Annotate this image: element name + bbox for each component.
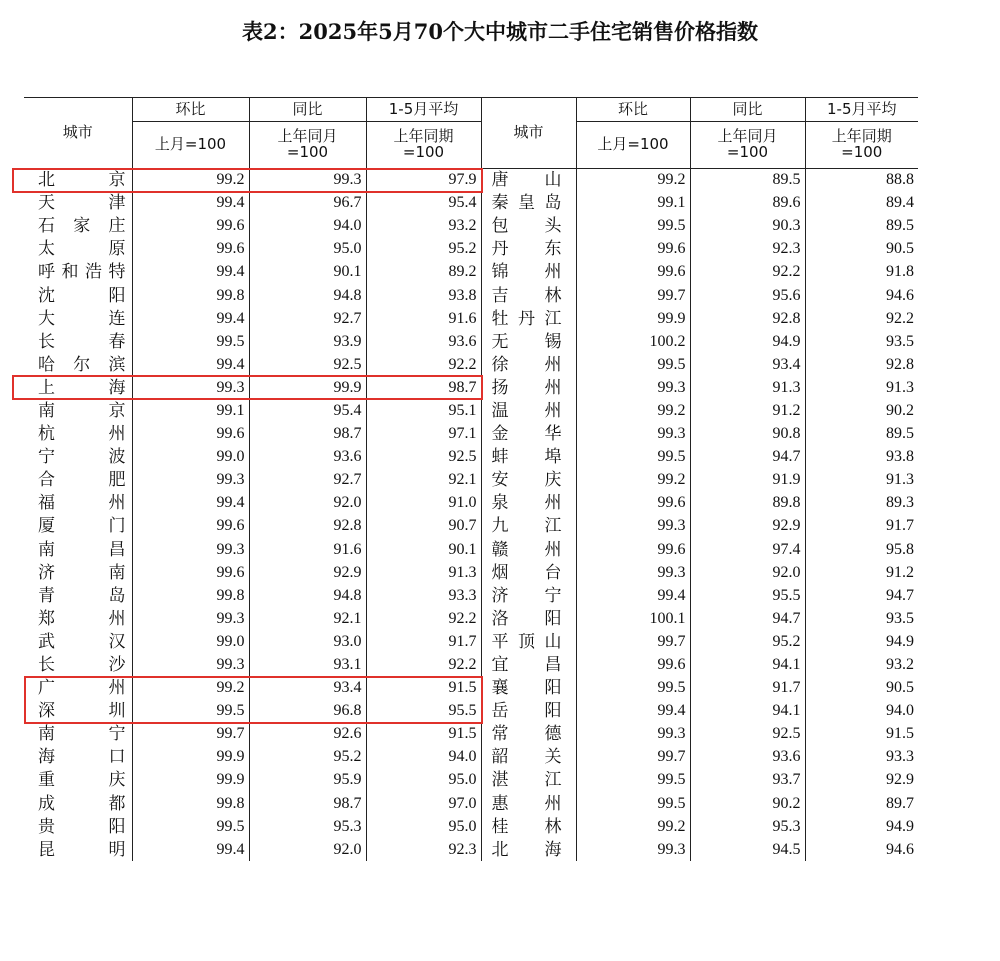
avg-value-right: 93.3 xyxy=(805,746,918,769)
avg-value-right: 91.8 xyxy=(805,261,918,284)
city-name-left: 呼 和 浩 特 xyxy=(38,262,126,283)
city-name-right: 牡 丹 江 xyxy=(481,307,576,330)
avg-value-left: 97.0 xyxy=(366,792,481,815)
city-name-left: 北 京 xyxy=(38,170,126,191)
yoy-value-left: 99.9 xyxy=(249,376,366,399)
mom-value-left: 99.1 xyxy=(132,399,249,422)
avg-value-right: 91.3 xyxy=(805,469,918,492)
mom-value-right: 99.4 xyxy=(576,700,690,723)
city-name-right: 北 海 xyxy=(481,838,576,861)
table-row xyxy=(24,330,918,353)
city-name-right: 九 江 xyxy=(481,515,576,538)
mom-value-left: 99.6 xyxy=(132,561,249,584)
avg-value-left: 91.5 xyxy=(366,677,481,700)
mom-value-left: 99.5 xyxy=(132,700,249,723)
city-name-left: 济 南 xyxy=(38,562,126,583)
yoy-value-left: 92.0 xyxy=(249,492,366,515)
avg-value-right: 89.5 xyxy=(805,215,918,238)
mom-value-right: 99.6 xyxy=(576,238,690,261)
yoy-value-right: 92.0 xyxy=(690,561,805,584)
yoy-value-left: 91.6 xyxy=(249,538,366,561)
header-yoy-base-left xyxy=(249,122,366,169)
city-name-left: 石 家 庄 xyxy=(38,216,126,237)
mom-value-left: 99.6 xyxy=(132,423,249,446)
city-name-right: 济 宁 xyxy=(481,584,576,607)
yoy-value-right: 92.2 xyxy=(690,261,805,284)
mom-value-left: 99.4 xyxy=(132,838,249,861)
city-name-left: 贵 阳 xyxy=(38,816,126,837)
mom-value-right: 99.5 xyxy=(576,792,690,815)
table-row xyxy=(24,492,918,515)
yoy-value-left: 95.2 xyxy=(249,746,366,769)
avg-value-right: 94.9 xyxy=(805,815,918,838)
yoy-value-left: 92.7 xyxy=(249,469,366,492)
mom-value-right: 99.5 xyxy=(576,769,690,792)
header-avg-left: 1-5月平均 xyxy=(366,98,481,122)
header-mom-right: 环比 xyxy=(576,98,690,122)
avg-value-right: 92.9 xyxy=(805,769,918,792)
mom-value-left: 99.3 xyxy=(132,653,249,676)
city-name-right: 韶 关 xyxy=(481,746,576,769)
table-row xyxy=(24,423,918,446)
avg-value-left: 92.2 xyxy=(366,653,481,676)
avg-value-left: 97.9 xyxy=(366,169,481,192)
table-row xyxy=(24,215,918,238)
city-name-left: 宁 波 xyxy=(38,447,126,468)
mom-value-right: 99.3 xyxy=(576,723,690,746)
mom-value-right: 99.5 xyxy=(576,677,690,700)
yoy-value-left: 96.8 xyxy=(249,700,366,723)
mom-value-right: 99.2 xyxy=(576,169,690,192)
avg-value-right: 91.2 xyxy=(805,561,918,584)
city-name-left: 太 原 xyxy=(38,239,126,260)
table-row xyxy=(24,792,918,815)
yoy-value-left: 92.0 xyxy=(249,838,366,861)
yoy-value-left: 98.7 xyxy=(249,423,366,446)
table-row xyxy=(24,677,918,700)
city-name-left: 上 海 xyxy=(38,377,126,398)
avg-value-left: 90.1 xyxy=(366,538,481,561)
city-name-left: 福 州 xyxy=(38,493,126,514)
avg-value-left: 95.0 xyxy=(366,815,481,838)
yoy-value-right: 90.8 xyxy=(690,423,805,446)
mom-value-left: 99.4 xyxy=(132,307,249,330)
mom-value-right: 100.1 xyxy=(576,607,690,630)
yoy-value-right: 93.4 xyxy=(690,353,805,376)
avg-value-right: 89.5 xyxy=(805,423,918,446)
avg-value-left: 95.5 xyxy=(366,700,481,723)
mom-value-right: 99.6 xyxy=(576,492,690,515)
mom-value-left: 99.6 xyxy=(132,215,249,238)
city-name-right: 烟 台 xyxy=(481,561,576,584)
table-row xyxy=(24,515,918,538)
yoy-value-left: 94.0 xyxy=(249,215,366,238)
header-yoy-base-right xyxy=(690,122,805,169)
yoy-value-right: 92.5 xyxy=(690,723,805,746)
yoy-value-left: 92.5 xyxy=(249,353,366,376)
yoy-value-left: 99.3 xyxy=(249,169,366,192)
mom-value-right: 99.5 xyxy=(576,446,690,469)
mom-value-right: 99.3 xyxy=(576,838,690,861)
city-name-right: 秦 皇 岛 xyxy=(481,192,576,215)
mom-value-right: 99.7 xyxy=(576,746,690,769)
yoy-value-left: 95.3 xyxy=(249,815,366,838)
city-name-left: 深 圳 xyxy=(38,701,126,722)
avg-value-right: 90.5 xyxy=(805,238,918,261)
table-row xyxy=(24,653,918,676)
city-name-left: 广 州 xyxy=(38,678,126,699)
table-row xyxy=(24,307,918,330)
yoy-value-right: 95.5 xyxy=(690,584,805,607)
city-name-left: 南 昌 xyxy=(38,539,126,560)
avg-value-left: 91.0 xyxy=(366,492,481,515)
city-name-right: 金 华 xyxy=(481,423,576,446)
avg-value-right: 90.5 xyxy=(805,677,918,700)
table-row xyxy=(24,584,918,607)
table-row xyxy=(24,815,918,838)
table-row xyxy=(24,700,918,723)
header-avg-right: 1-5月平均 xyxy=(805,98,918,122)
mom-value-right: 99.3 xyxy=(576,515,690,538)
yoy-value-left: 96.7 xyxy=(249,192,366,215)
yoy-value-left: 90.1 xyxy=(249,261,366,284)
yoy-value-left: 92.9 xyxy=(249,561,366,584)
mom-value-left: 99.9 xyxy=(132,746,249,769)
city-name-left: 昆 明 xyxy=(38,839,126,860)
avg-value-left: 95.1 xyxy=(366,399,481,422)
city-name-right: 无 锡 xyxy=(481,330,576,353)
mom-value-left: 99.0 xyxy=(132,446,249,469)
yoy-value-right: 92.3 xyxy=(690,238,805,261)
avg-value-right: 89.3 xyxy=(805,492,918,515)
city-name-right: 襄 阳 xyxy=(481,677,576,700)
yoy-value-left: 93.0 xyxy=(249,630,366,653)
yoy-value-right: 93.7 xyxy=(690,769,805,792)
city-name-right: 扬 州 xyxy=(481,376,576,399)
yoy-value-right: 89.6 xyxy=(690,192,805,215)
avg-value-right: 93.5 xyxy=(805,330,918,353)
table-row xyxy=(24,630,918,653)
header-yoy-right: 同比 xyxy=(690,98,805,122)
header-line: =100 xyxy=(286,143,329,161)
city-name-right: 泉 州 xyxy=(481,492,576,515)
city-name-right: 吉 林 xyxy=(481,284,576,307)
price-index-table xyxy=(24,97,918,861)
avg-value-right: 94.6 xyxy=(805,838,918,861)
city-name-right: 惠 州 xyxy=(481,792,576,815)
table-body xyxy=(24,169,918,862)
mom-value-left: 99.5 xyxy=(132,815,249,838)
city-name-left: 重 庆 xyxy=(38,770,126,791)
mom-value-left: 99.3 xyxy=(132,376,249,399)
city-name-right: 洛 阳 xyxy=(481,607,576,630)
city-name-right: 徐 州 xyxy=(481,353,576,376)
header-line: =100 xyxy=(726,143,769,161)
table-row xyxy=(24,561,918,584)
avg-value-left: 93.8 xyxy=(366,284,481,307)
table-row xyxy=(24,469,918,492)
avg-value-left: 93.3 xyxy=(366,584,481,607)
mom-value-right: 99.2 xyxy=(576,399,690,422)
header-yoy-left: 同比 xyxy=(249,98,366,122)
mom-value-left: 99.2 xyxy=(132,677,249,700)
city-name-right: 丹 东 xyxy=(481,238,576,261)
mom-value-right: 99.4 xyxy=(576,584,690,607)
header-avg-base-left xyxy=(366,122,481,169)
yoy-value-left: 93.6 xyxy=(249,446,366,469)
city-name-left: 郑 州 xyxy=(38,608,126,629)
city-name-left: 大 连 xyxy=(38,308,126,329)
yoy-value-right: 89.5 xyxy=(690,169,805,192)
table-row xyxy=(24,769,918,792)
avg-value-right: 90.2 xyxy=(805,399,918,422)
mom-value-left: 99.4 xyxy=(132,261,249,284)
avg-value-left: 92.2 xyxy=(366,607,481,630)
yoy-value-left: 92.7 xyxy=(249,307,366,330)
table-row xyxy=(24,746,918,769)
mom-value-right: 99.7 xyxy=(576,284,690,307)
avg-value-left: 91.7 xyxy=(366,630,481,653)
avg-value-left: 91.6 xyxy=(366,307,481,330)
header-city-left: 城市 xyxy=(24,98,132,169)
header-mom-base-right: 上月=100 xyxy=(576,122,690,169)
avg-value-left: 91.5 xyxy=(366,723,481,746)
yoy-value-right: 91.7 xyxy=(690,677,805,700)
mom-value-right: 99.2 xyxy=(576,815,690,838)
mom-value-left: 99.6 xyxy=(132,515,249,538)
avg-value-right: 93.8 xyxy=(805,446,918,469)
city-name-right: 安 庆 xyxy=(481,469,576,492)
yoy-value-right: 91.2 xyxy=(690,399,805,422)
avg-value-right: 94.9 xyxy=(805,630,918,653)
avg-value-right: 93.5 xyxy=(805,607,918,630)
avg-value-right: 94.7 xyxy=(805,584,918,607)
mom-value-right: 100.2 xyxy=(576,330,690,353)
yoy-value-left: 93.9 xyxy=(249,330,366,353)
mom-value-right: 99.7 xyxy=(576,630,690,653)
table-row xyxy=(24,399,918,422)
city-name-left: 青 岛 xyxy=(38,585,126,606)
city-name-left: 哈 尔 滨 xyxy=(38,354,126,375)
yoy-value-right: 94.7 xyxy=(690,446,805,469)
mom-value-right: 99.9 xyxy=(576,307,690,330)
avg-value-right: 92.8 xyxy=(805,353,918,376)
table-row xyxy=(24,538,918,561)
avg-value-left: 95.2 xyxy=(366,238,481,261)
mom-value-left: 99.8 xyxy=(132,792,249,815)
table-row xyxy=(24,284,918,307)
mom-value-right: 99.6 xyxy=(576,653,690,676)
city-name-left: 合 肥 xyxy=(38,470,126,491)
header-line: 上年同期 xyxy=(831,127,892,146)
avg-value-right: 95.8 xyxy=(805,538,918,561)
header-mom-base-left: 上月=100 xyxy=(132,122,249,169)
city-name-left: 天 津 xyxy=(38,193,126,214)
mom-value-right: 99.3 xyxy=(576,423,690,446)
mom-value-left: 99.8 xyxy=(132,284,249,307)
avg-value-right: 89.4 xyxy=(805,192,918,215)
header-line: =100 xyxy=(402,143,445,161)
city-name-right: 岳 阳 xyxy=(481,700,576,723)
mom-value-left: 99.2 xyxy=(132,169,249,192)
table-row xyxy=(24,376,918,399)
city-name-left: 成 都 xyxy=(38,793,126,814)
avg-value-right: 92.2 xyxy=(805,307,918,330)
yoy-value-left: 93.4 xyxy=(249,677,366,700)
header-line: 上年同月 xyxy=(277,127,338,146)
yoy-value-right: 89.8 xyxy=(690,492,805,515)
header-mom-left: 环比 xyxy=(132,98,249,122)
avg-value-left: 90.7 xyxy=(366,515,481,538)
city-name-right: 包 头 xyxy=(481,215,576,238)
yoy-value-right: 95.2 xyxy=(690,630,805,653)
city-name-right: 湛 江 xyxy=(481,769,576,792)
mom-value-left: 99.0 xyxy=(132,630,249,653)
avg-value-left: 93.2 xyxy=(366,215,481,238)
avg-value-right: 91.7 xyxy=(805,515,918,538)
header-line: 上年同月 xyxy=(717,127,778,146)
yoy-value-right: 97.4 xyxy=(690,538,805,561)
avg-value-right: 91.5 xyxy=(805,723,918,746)
yoy-value-right: 94.7 xyxy=(690,607,805,630)
city-name-right: 蚌 埠 xyxy=(481,446,576,469)
avg-value-right: 89.7 xyxy=(805,792,918,815)
mom-value-right: 99.1 xyxy=(576,192,690,215)
yoy-value-left: 95.9 xyxy=(249,769,366,792)
avg-value-right: 93.2 xyxy=(805,653,918,676)
table-row xyxy=(24,838,918,861)
yoy-value-left: 98.7 xyxy=(249,792,366,815)
avg-value-left: 97.1 xyxy=(366,423,481,446)
city-name-left: 长 沙 xyxy=(38,655,126,676)
avg-value-left: 92.5 xyxy=(366,446,481,469)
yoy-value-right: 91.3 xyxy=(690,376,805,399)
avg-value-left: 95.4 xyxy=(366,192,481,215)
yoy-value-right: 93.6 xyxy=(690,746,805,769)
mom-value-right: 99.2 xyxy=(576,469,690,492)
header-line: =100 xyxy=(841,143,883,161)
avg-value-right: 91.3 xyxy=(805,376,918,399)
mom-value-left: 99.4 xyxy=(132,492,249,515)
yoy-value-right: 94.9 xyxy=(690,330,805,353)
yoy-value-right: 90.3 xyxy=(690,215,805,238)
city-name-left: 厦 门 xyxy=(38,516,126,537)
yoy-value-right: 90.2 xyxy=(690,792,805,815)
mom-value-right: 99.3 xyxy=(576,376,690,399)
table-row xyxy=(24,192,918,215)
yoy-value-right: 94.5 xyxy=(690,838,805,861)
avg-value-right: 94.0 xyxy=(805,700,918,723)
mom-value-right: 99.5 xyxy=(576,353,690,376)
avg-value-left: 92.1 xyxy=(366,469,481,492)
table-row xyxy=(24,261,918,284)
city-name-right: 平 顶 山 xyxy=(481,630,576,653)
mom-value-left: 99.7 xyxy=(132,723,249,746)
table-row xyxy=(24,169,918,192)
mom-value-left: 99.4 xyxy=(132,353,249,376)
city-name-right: 桂 林 xyxy=(481,815,576,838)
city-name-right: 常 德 xyxy=(481,723,576,746)
yoy-value-left: 92.1 xyxy=(249,607,366,630)
city-name-left: 长 春 xyxy=(38,331,126,352)
avg-value-left: 91.3 xyxy=(366,561,481,584)
avg-value-right: 94.6 xyxy=(805,284,918,307)
city-name-right: 温 州 xyxy=(481,399,576,422)
city-name-left: 沈 阳 xyxy=(38,285,126,306)
yoy-value-right: 92.9 xyxy=(690,515,805,538)
mom-value-left: 99.3 xyxy=(132,469,249,492)
mom-value-left: 99.8 xyxy=(132,584,249,607)
avg-value-left: 92.3 xyxy=(366,838,481,861)
yoy-value-left: 95.0 xyxy=(249,238,366,261)
yoy-value-right: 91.9 xyxy=(690,469,805,492)
yoy-value-right: 94.1 xyxy=(690,653,805,676)
mom-value-left: 99.3 xyxy=(132,607,249,630)
avg-value-left: 98.7 xyxy=(366,376,481,399)
avg-value-left: 94.0 xyxy=(366,746,481,769)
mom-value-left: 99.4 xyxy=(132,192,249,215)
city-name-right: 宜 昌 xyxy=(481,653,576,676)
yoy-value-left: 94.8 xyxy=(249,284,366,307)
table-row xyxy=(24,723,918,746)
header-avg-base-right xyxy=(805,122,918,169)
city-name-left: 南 宁 xyxy=(38,724,126,745)
yoy-value-left: 93.1 xyxy=(249,653,366,676)
mom-value-left: 99.9 xyxy=(132,769,249,792)
yoy-value-right: 94.1 xyxy=(690,700,805,723)
mom-value-right: 99.6 xyxy=(576,538,690,561)
yoy-value-left: 92.6 xyxy=(249,723,366,746)
avg-value-right: 88.8 xyxy=(805,169,918,192)
yoy-value-left: 95.4 xyxy=(249,399,366,422)
city-name-left: 武 汉 xyxy=(38,631,126,652)
mom-value-right: 99.3 xyxy=(576,561,690,584)
table-row xyxy=(24,238,918,261)
city-name-right: 锦 州 xyxy=(481,261,576,284)
table-title: 表2：2025年5月70个大中城市二手住宅销售价格指数 xyxy=(242,19,758,44)
avg-value-left: 95.0 xyxy=(366,769,481,792)
yoy-value-left: 92.8 xyxy=(249,515,366,538)
header-city-right: 城市 xyxy=(481,98,576,169)
yoy-value-left: 94.8 xyxy=(249,584,366,607)
yoy-value-right: 95.6 xyxy=(690,284,805,307)
table-row xyxy=(24,607,918,630)
table-row xyxy=(24,353,918,376)
avg-value-left: 92.2 xyxy=(366,353,481,376)
mom-value-left: 99.3 xyxy=(132,538,249,561)
yoy-value-right: 92.8 xyxy=(690,307,805,330)
city-name-left: 海 口 xyxy=(38,747,126,768)
city-name-left: 南 京 xyxy=(38,400,126,421)
yoy-value-right: 95.3 xyxy=(690,815,805,838)
city-name-right: 唐 山 xyxy=(481,169,576,192)
city-name-left: 杭 州 xyxy=(38,424,126,445)
city-name-right: 赣 州 xyxy=(481,538,576,561)
mom-value-left: 99.6 xyxy=(132,238,249,261)
avg-value-left: 93.6 xyxy=(366,330,481,353)
table-row xyxy=(24,446,918,469)
mom-value-right: 99.5 xyxy=(576,215,690,238)
mom-value-left: 99.5 xyxy=(132,330,249,353)
mom-value-right: 99.6 xyxy=(576,261,690,284)
avg-value-left: 89.2 xyxy=(366,261,481,284)
header-line: 上年同期 xyxy=(393,127,454,146)
